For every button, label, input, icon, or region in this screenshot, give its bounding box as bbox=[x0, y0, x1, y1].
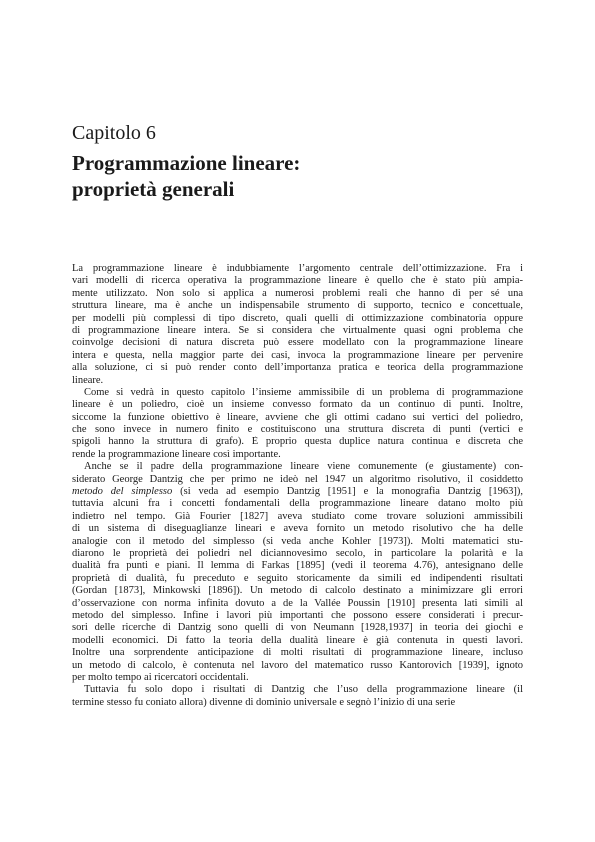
text-line: siccome la funzione obiettivo è lineare, avviene che gli ottimi cadano sui vertici del poliedro, bbox=[72, 411, 523, 423]
text-line: di programmazione lineare intera. Se si considera che virtualmente quasi ogni problema che bbox=[72, 324, 523, 336]
text-line: termine stesso fu coniato allora) divenne di dominio universale e segnò l’inizio di una serie bbox=[72, 696, 456, 708]
text-line: dualità fra punti e piani. Il lemma di Farkas [1895] (vedi il teorema 4.76), antesignano delle bbox=[72, 560, 523, 572]
text-line: proprietà di dualità, fu preceduto e seguito storicamente da simili ed indipendenti risultati bbox=[72, 572, 523, 584]
text-line: vari modelli di ricerca operativa la programmazione lineare è quello che è stato più ampia- bbox=[72, 275, 523, 287]
text-line: struttura lineare, ma è anche un indispensabile strumento di supporto, tecnico e concettuale, bbox=[72, 300, 523, 312]
text-line: lineare. bbox=[72, 374, 104, 386]
text-line: (Gordan [1873], Minkowski [1896]). Un metodo di calcolo destinato a minimizzare gli errori bbox=[72, 585, 523, 597]
text-line: sori delle ricerche di Dantzig sono quelli di von Neumann [1928,1937] in teoria dei giochi e bbox=[72, 622, 523, 634]
chapter-number: Capitolo 6 bbox=[72, 122, 156, 144]
text-line: mente utilizzato. Non solo si applica a numerosi problemi reali che hanno di per sé una bbox=[72, 287, 523, 299]
text-line: indietro nel tempo. Già Fourier [1827] aveva studiato come trovare soluzioni ammissibili bbox=[72, 510, 523, 522]
text-line: Tuttavia fu solo dopo i risultati di Dantzig che l’uso della programmazione lineare (il bbox=[84, 684, 523, 696]
text-line: La programmazione lineare è indubbiamente l’argomento centrale dell’ottimizzazione. Fra i bbox=[72, 263, 523, 274]
text-line: Anche se il padre della programmazione lineare viene comunemente (e giustamente) con- bbox=[84, 461, 523, 473]
text-line: intera e questa, nella maggior parte dei casi, invoca la programmazione lineare per pervenire bbox=[72, 349, 523, 361]
text-line: Come si vedrà in questo capitolo l’insieme ammissibile di un problema di programmazione bbox=[84, 386, 523, 398]
text-line: d’osservazione con norma infinita dovuto a de la Vallée Poussin [1910] presenta lati simili al bbox=[72, 597, 523, 609]
paragraph bbox=[72, 263, 523, 387]
text-line: siderato George Dantzig che per primo ne ideò nel 1947 un algoritmo risolutivo, il cosiddetto bbox=[72, 473, 523, 485]
text-line: diarono le proprietà dei poliedri nel diciannovesimo secolo, in particolare la polarità e la bbox=[72, 547, 523, 559]
paragraph bbox=[72, 387, 523, 461]
text-line: per molto tempo ai ricercatori occidentali. bbox=[72, 671, 249, 683]
chapter-title-line: Programmazione lineare: bbox=[72, 151, 301, 175]
text-line: analogie con il metodo del simplesso (si veda anche Kohler [1973]). Molti matematici stu- bbox=[72, 535, 523, 547]
text-line: metodo del simplesso (si veda ad esempio Dantzig [1951] e la monografia Dantzig [1963]), bbox=[72, 486, 523, 498]
text-line: tuttavia alcuni fra i concetti fondamentali della programmazione lineare datano molto più bbox=[72, 498, 523, 510]
text-line: lineare è un poliedro, cioè un insieme convesso formato da un continuo di punti. Inoltre, bbox=[72, 399, 523, 411]
body-text bbox=[72, 263, 523, 709]
chapter-title-line: proprietà generali bbox=[72, 177, 235, 201]
text-line: Inoltre una sorprendente anticipazione di molti risultati di programmazione lineare, incluso bbox=[72, 647, 523, 659]
text-line: rende la programmazione lineare così importante. bbox=[72, 448, 281, 460]
text-line: per modelli più complessi di tipo discreto, quali quelli di ottimizzazione combinatoria oppure bbox=[72, 312, 523, 324]
text-line: alla soluzione, ci si può render conto dell’importanza pratica e teorica della programmazione bbox=[72, 362, 523, 374]
text-line: modelli economici. Di fatto la teoria della dualità lineare è già contenuta in questi lavori. bbox=[72, 634, 523, 646]
text-line: un metodo di calcolo, è contenuta nel lavoro del matematico russo Kantorovich [1939], ignoto bbox=[72, 659, 523, 671]
text-line: che sono invece in numero finito e costituiscono una struttura discreta di punti (vertici e bbox=[72, 424, 523, 436]
emphasis: metodo del simplesso bbox=[72, 486, 173, 498]
paragraph bbox=[72, 461, 523, 684]
paragraph bbox=[72, 684, 523, 709]
chapter-title bbox=[72, 150, 512, 202]
text-line: di un sistema di diseguaglianze lineari e aveva fornito un metodo risolutivo che ha delle bbox=[72, 523, 523, 535]
text-line: coinvolge decisioni di natura discreta può essere modellato con la programmazione lineare bbox=[72, 337, 523, 349]
text-line: metodo del simplesso. Infine i lavori più importanti che possono essere considerati i precur- bbox=[72, 609, 523, 621]
text-line: spigoli hanno la struttura di grafo). È proprio questa duplice natura continua e discreta che bbox=[72, 436, 523, 448]
